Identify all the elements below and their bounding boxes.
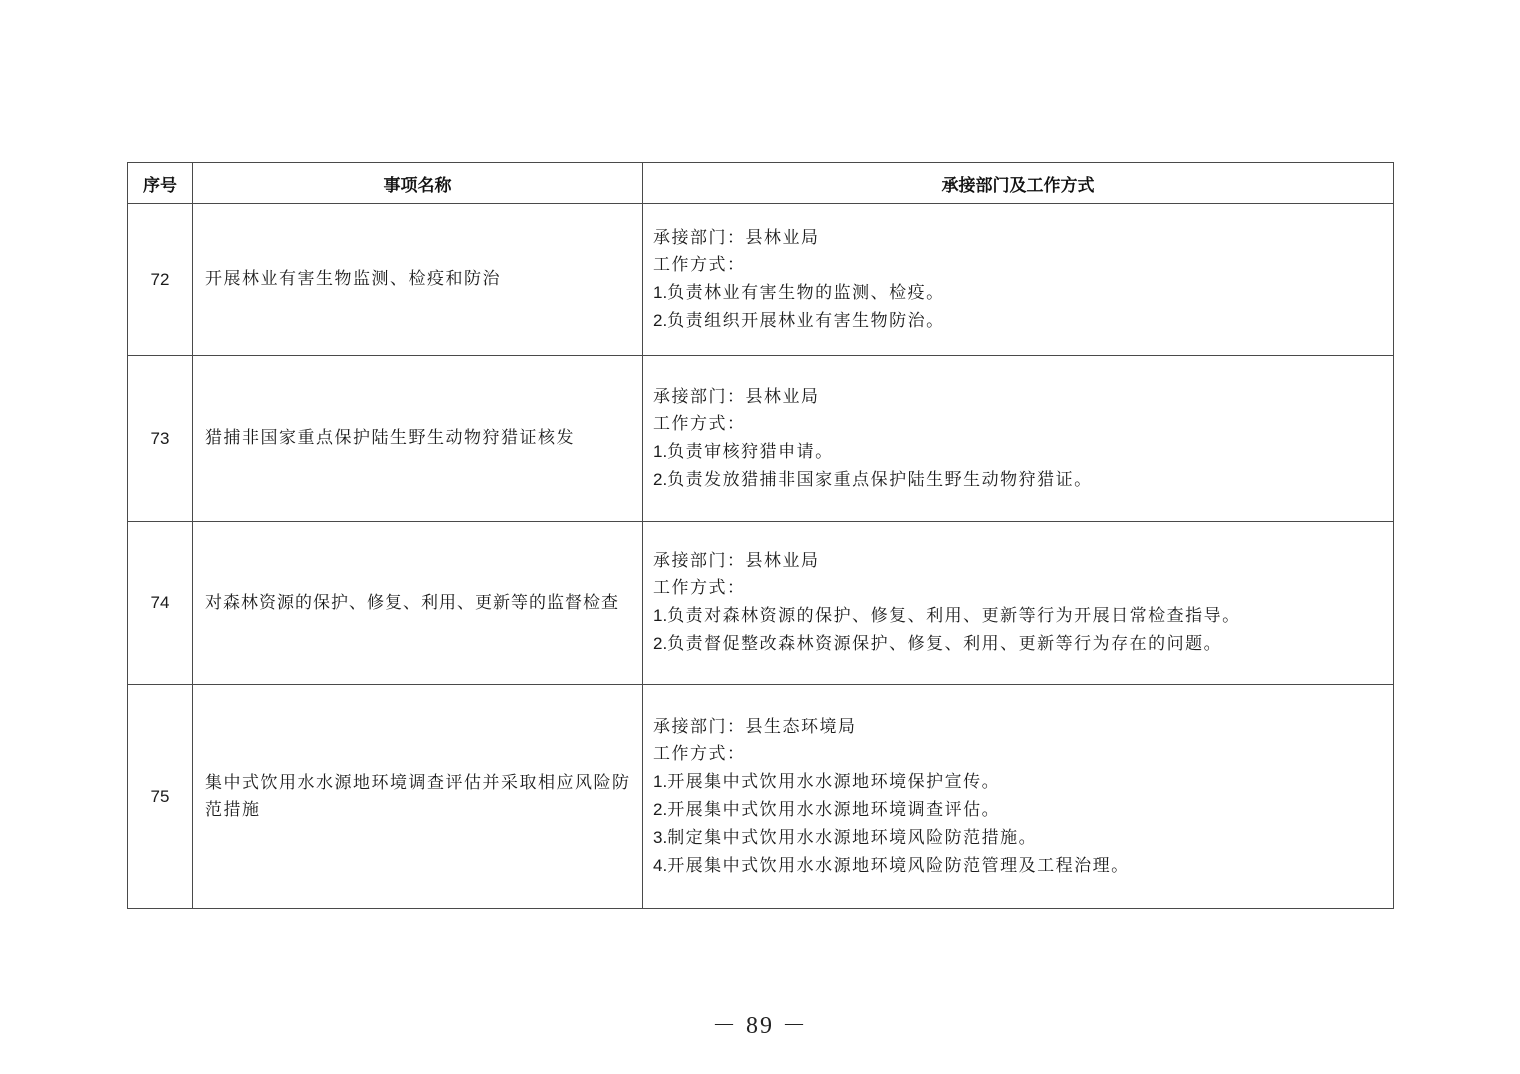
- dept-line: 承接部门：县林业局: [653, 386, 820, 407]
- table-header-row: [128, 163, 1394, 204]
- method-item: [653, 438, 1383, 466]
- row-dept: [643, 685, 1394, 909]
- method-item: [653, 630, 1383, 658]
- item-number: 3.: [653, 827, 668, 847]
- item-number: 2.: [653, 634, 668, 653]
- item-number: 2.: [653, 799, 668, 819]
- item-text: 负责督促整改森林资源保护、修复、利用、更新等行为存在的问题。: [667, 634, 1223, 654]
- item-number: 2.: [653, 469, 668, 489]
- header-name: 事项名称: [193, 163, 643, 204]
- row-dept: [643, 522, 1394, 685]
- method-item: [653, 852, 1383, 880]
- row-name: 对森林资源的保护、修复、利用、更新等的监督检查: [193, 522, 643, 685]
- item-text: 负责对森林资源的保护、修复、利用、更新等行为开展日常检查指导。: [667, 606, 1241, 626]
- item-number: 1.: [653, 606, 668, 625]
- item-text: 负责审核狩猎申请。: [667, 441, 834, 462]
- item-number: 1.: [653, 282, 668, 302]
- row-index: 73: [128, 356, 193, 522]
- item-number: 4.: [653, 855, 668, 875]
- row-index: 72: [128, 204, 193, 356]
- row-name: 集中式饮用水水源地环境调查评估并采取相应风险防范措施: [193, 685, 643, 909]
- table-row: [128, 356, 1394, 522]
- method-label: 工作方式：: [653, 254, 746, 275]
- header-index: 序号: [128, 163, 193, 204]
- item-number: 1.: [653, 441, 668, 461]
- table-row: [128, 204, 1394, 356]
- method-item: [653, 279, 1383, 307]
- item-text: 负责组织开展林业有害生物防治。: [667, 310, 945, 331]
- item-number: 2.: [653, 310, 668, 330]
- row-name: 猎捕非国家重点保护陆生野生动物狩猎证核发: [193, 356, 643, 522]
- row-index: 75: [128, 685, 193, 909]
- method-label: 工作方式：: [653, 743, 746, 764]
- table-row: [128, 522, 1394, 685]
- method-item: [653, 307, 1383, 335]
- item-text: 开展集中式饮用水水源地环境调查评估。: [667, 799, 1001, 820]
- method-label: 工作方式：: [653, 578, 746, 598]
- item-number: 1.: [653, 771, 668, 791]
- dept-line: 承接部门：县林业局: [653, 551, 820, 571]
- item-text: 开展集中式饮用水水源地环境保护宣传。: [667, 771, 1001, 792]
- dept-line: 承接部门：县生态环境局: [653, 716, 857, 737]
- item-text: 负责发放猎捕非国家重点保护陆生野生动物狩猎证。: [667, 469, 1093, 490]
- matters-table: [127, 162, 1394, 909]
- method-item: [653, 768, 1383, 796]
- item-text: 开展集中式饮用水水源地环境风险防范管理及工程治理。: [667, 855, 1130, 876]
- method-item: [653, 602, 1383, 630]
- method-item: [653, 466, 1383, 494]
- method-item: [653, 824, 1383, 852]
- item-text: 制定集中式饮用水水源地环境风险防范措施。: [667, 827, 1038, 848]
- table-row: [128, 685, 1394, 909]
- row-dept: [643, 204, 1394, 356]
- dept-line: 承接部门：县林业局: [653, 227, 820, 248]
- page-number: － 89 －: [712, 1013, 808, 1039]
- item-text: 负责林业有害生物的监测、检疫。: [667, 282, 945, 303]
- row-name: 开展林业有害生物监测、检疫和防治: [193, 204, 643, 356]
- row-dept: [643, 356, 1394, 522]
- row-index: 74: [128, 522, 193, 685]
- method-item: [653, 796, 1383, 824]
- header-dept: 承接部门及工作方式: [643, 163, 1394, 204]
- method-label: 工作方式：: [653, 413, 746, 434]
